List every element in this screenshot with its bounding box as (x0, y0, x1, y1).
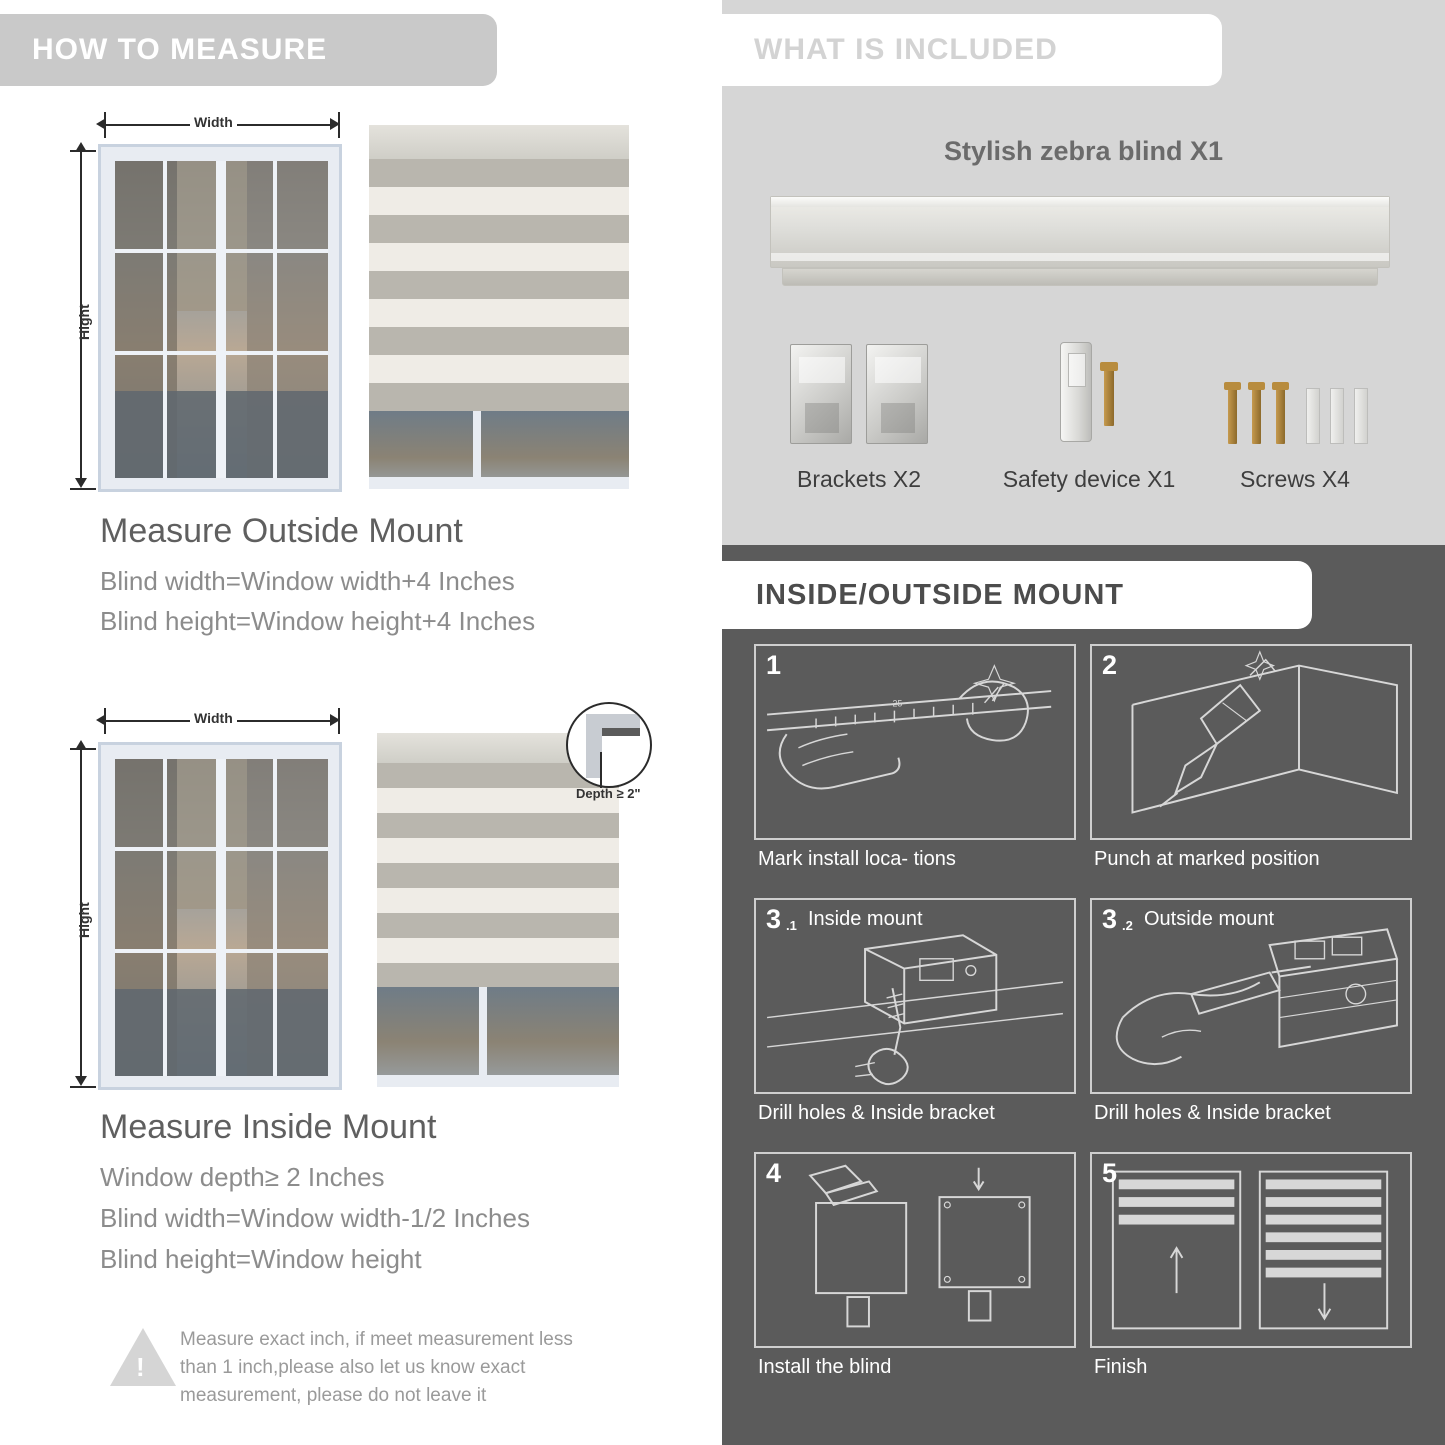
inside-line-3: Blind height=Window height (100, 1244, 422, 1274)
outside-line-2: Blind height=Window height+4 Inches (100, 606, 536, 636)
step-1-sketch (756, 646, 1074, 838)
outside-window-graphic (98, 144, 342, 492)
step-3-2-number: 3 (1102, 904, 1118, 934)
outside-zebra-fabric (369, 159, 629, 411)
step-3-1-caption: Drill holes & Inside bracket (758, 1102, 995, 1124)
inside-outside-mount-title: INSIDE/OUTSIDE MOUNT (722, 561, 1312, 629)
step-3-1-inline-label: Inside mount (808, 908, 923, 930)
safety-screw-part (1104, 368, 1114, 426)
outside-pane-grid (115, 161, 328, 478)
screw-2 (1252, 388, 1261, 444)
step-3-2-inline-label: Outside mount (1144, 908, 1275, 930)
bracket-part-1 (790, 344, 852, 444)
product-headrail (770, 196, 1390, 268)
svg-text:25: 25 (892, 698, 903, 709)
product-headrail-bottom (782, 268, 1378, 286)
inside-height-tick-bottom (70, 1086, 96, 1088)
step-4-caption: Install the blind (758, 1356, 892, 1378)
bracket-caption: Brackets X2 (797, 466, 921, 492)
warning-line-1: Measure exact inch, if meet measurement less (180, 1329, 573, 1350)
outside-heading: Measure Outside Mount (100, 512, 463, 550)
step-1-caption: Mark install loca- tions (758, 848, 956, 870)
screws-caption: Screws X4 (1240, 466, 1350, 492)
inside-width-label: Width (190, 710, 237, 726)
depth-leader-line (600, 752, 602, 788)
screw-head-1 (1224, 382, 1241, 390)
step-4-sketch (756, 1154, 1074, 1346)
warning-line-3: measurement, please do not leave it (180, 1385, 487, 1406)
step-2-number: 2 (1102, 650, 1118, 680)
safety-screw-head (1100, 362, 1118, 371)
screw-1 (1228, 388, 1237, 444)
step-5-sketch (1092, 1154, 1410, 1346)
anchor-2 (1330, 388, 1344, 444)
step-card-2 (1090, 644, 1412, 840)
screw-head-2 (1248, 382, 1265, 390)
inside-height-label: Hight (76, 902, 92, 938)
inside-heading: Measure Inside Mount (100, 1108, 437, 1146)
inside-window-glass (115, 759, 328, 1076)
step-3-1-subnumber: .1 (786, 918, 797, 933)
inside-line-1: Window depth≥ 2 Inches (100, 1162, 385, 1192)
what-is-included-title: WHAT IS INCLUDED (722, 14, 1222, 86)
outside-blind-graphic (366, 122, 632, 492)
step-1-number: 1 (766, 650, 782, 680)
safety-device-part (1060, 342, 1092, 442)
inside-window-graphic (98, 742, 342, 1090)
outside-height-tick-top (70, 150, 96, 152)
inside-blind-window-view (377, 987, 619, 1087)
inside-line-2: Blind width=Window width-1/2 Inches (100, 1203, 530, 1233)
outside-blind-window-view (369, 411, 629, 489)
screw-3 (1276, 388, 1285, 444)
depth-label: Depth ≥ 2" (576, 786, 641, 801)
step-5-number: 5 (1102, 1158, 1118, 1188)
warning-exclamation: ! (136, 1352, 145, 1382)
step-card-1 (754, 644, 1076, 840)
inside-blind-graphic (374, 730, 622, 1090)
inside-height-tick-top (70, 748, 96, 750)
step-5-caption: Finish (1094, 1356, 1148, 1378)
how-to-measure-panel (0, 0, 712, 1445)
bracket-part-2 (866, 344, 928, 444)
step-3-2-subnumber: .2 (1122, 918, 1133, 933)
included-main-item-label: Stylish zebra blind X1 (943, 136, 1224, 166)
outside-blind-headrail (369, 125, 629, 159)
inside-width-tick-left (104, 708, 106, 734)
outside-window-glass (115, 161, 328, 478)
warning-line-2: than 1 inch,please also let us know exact (180, 1357, 526, 1378)
step-card-4 (754, 1152, 1076, 1348)
how-to-measure-title: HOW TO MEASURE (0, 14, 497, 86)
anchor-1 (1306, 388, 1320, 444)
step-2-caption: Punch at marked position (1094, 848, 1320, 870)
step-4-number: 4 (766, 1158, 782, 1188)
screw-head-3 (1272, 382, 1289, 390)
anchor-3 (1354, 388, 1368, 444)
outside-height-label: Hight (76, 304, 92, 340)
step-3-2-caption: Drill holes & Inside bracket (1094, 1102, 1331, 1124)
safety-device-caption: Safety device X1 (1002, 466, 1176, 492)
inside-height-arrow-bottom (75, 1076, 87, 1086)
outside-height-arrow-bottom (75, 478, 87, 488)
outside-line-1: Blind width=Window width+4 Inches (100, 566, 515, 596)
inside-width-tick-right (338, 708, 340, 734)
outside-width-tick-left (104, 112, 106, 138)
outside-height-tick-bottom (70, 488, 96, 490)
warning-block (110, 1320, 670, 1410)
step-card-5 (1090, 1152, 1412, 1348)
outside-width-tick-right (338, 112, 340, 138)
step-3-1-number: 3 (766, 904, 782, 934)
depth-zoom-circle (566, 702, 652, 788)
outside-width-label: Width (190, 114, 237, 130)
step-2-sketch (1092, 646, 1410, 838)
